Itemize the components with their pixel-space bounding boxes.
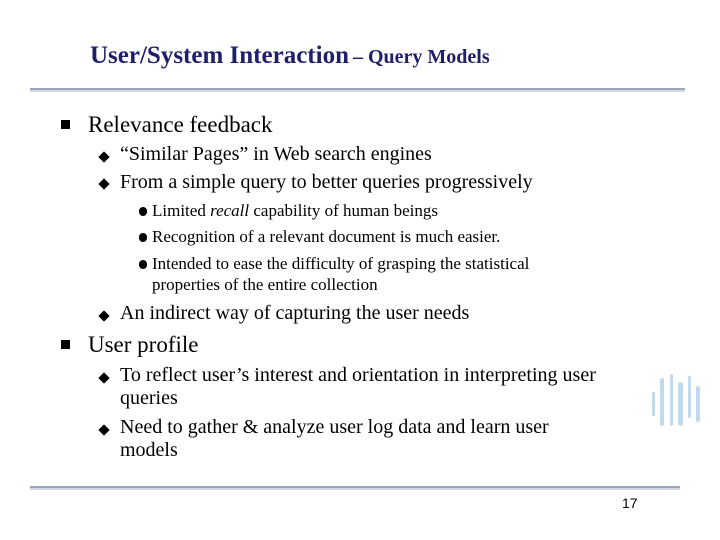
title-divider — [30, 88, 685, 90]
diamond-bullet-icon — [98, 424, 109, 435]
sub-bullet-text: Limited — [152, 201, 211, 220]
sub-bullet-limited-recall — [152, 201, 438, 221]
diamond-bullet-icon — [98, 151, 109, 162]
section-heading-user-profile: User profile — [88, 332, 199, 357]
page-number: 17 — [622, 495, 638, 511]
footer-divider — [30, 486, 680, 488]
bullet-gather-line1: Need to gather & analyze user log data and learn user — [120, 416, 549, 438]
square-bullet-icon — [61, 120, 70, 129]
round-bullet-icon — [139, 260, 147, 269]
bullet-simple-query: From a simple query to better queries progressively — [120, 171, 533, 193]
sub-bullet-recognition: Recognition of a relevant document is much easier. — [152, 227, 501, 246]
bullet-similar-pages: “Similar Pages” in Web search engines — [120, 143, 432, 165]
sub-bullet-intended-line1: Intended to ease the difficulty of grasping the statistical — [152, 254, 530, 273]
section-heading-relevance-feedback: Relevance feedback — [88, 112, 273, 137]
square-bullet-icon — [61, 340, 70, 349]
sub-bullet-text: capability of human beings — [249, 201, 438, 220]
slide-title-main: User/System Interaction — [90, 42, 349, 69]
sub-bullet-intended-line2: properties of the entire collection — [152, 275, 378, 294]
slide-title-sub: – Query Models — [352, 46, 490, 68]
round-bullet-icon — [139, 207, 147, 216]
bullet-indirect-way: An indirect way of capturing the user needs — [120, 302, 470, 324]
diamond-bullet-icon — [98, 372, 109, 383]
decorative-graphic-icon — [648, 372, 708, 432]
emphasis-recall: recall — [210, 201, 250, 220]
slide-title — [90, 42, 490, 70]
round-bullet-icon — [139, 233, 147, 242]
bullet-reflect-line1: To reflect user’s interest and orientation in interpreting user — [120, 364, 596, 386]
bullet-reflect-line2: queries — [120, 387, 178, 409]
bullet-gather-line2: models — [120, 439, 178, 461]
diamond-bullet-icon — [98, 310, 109, 321]
diamond-bullet-icon — [98, 178, 109, 189]
